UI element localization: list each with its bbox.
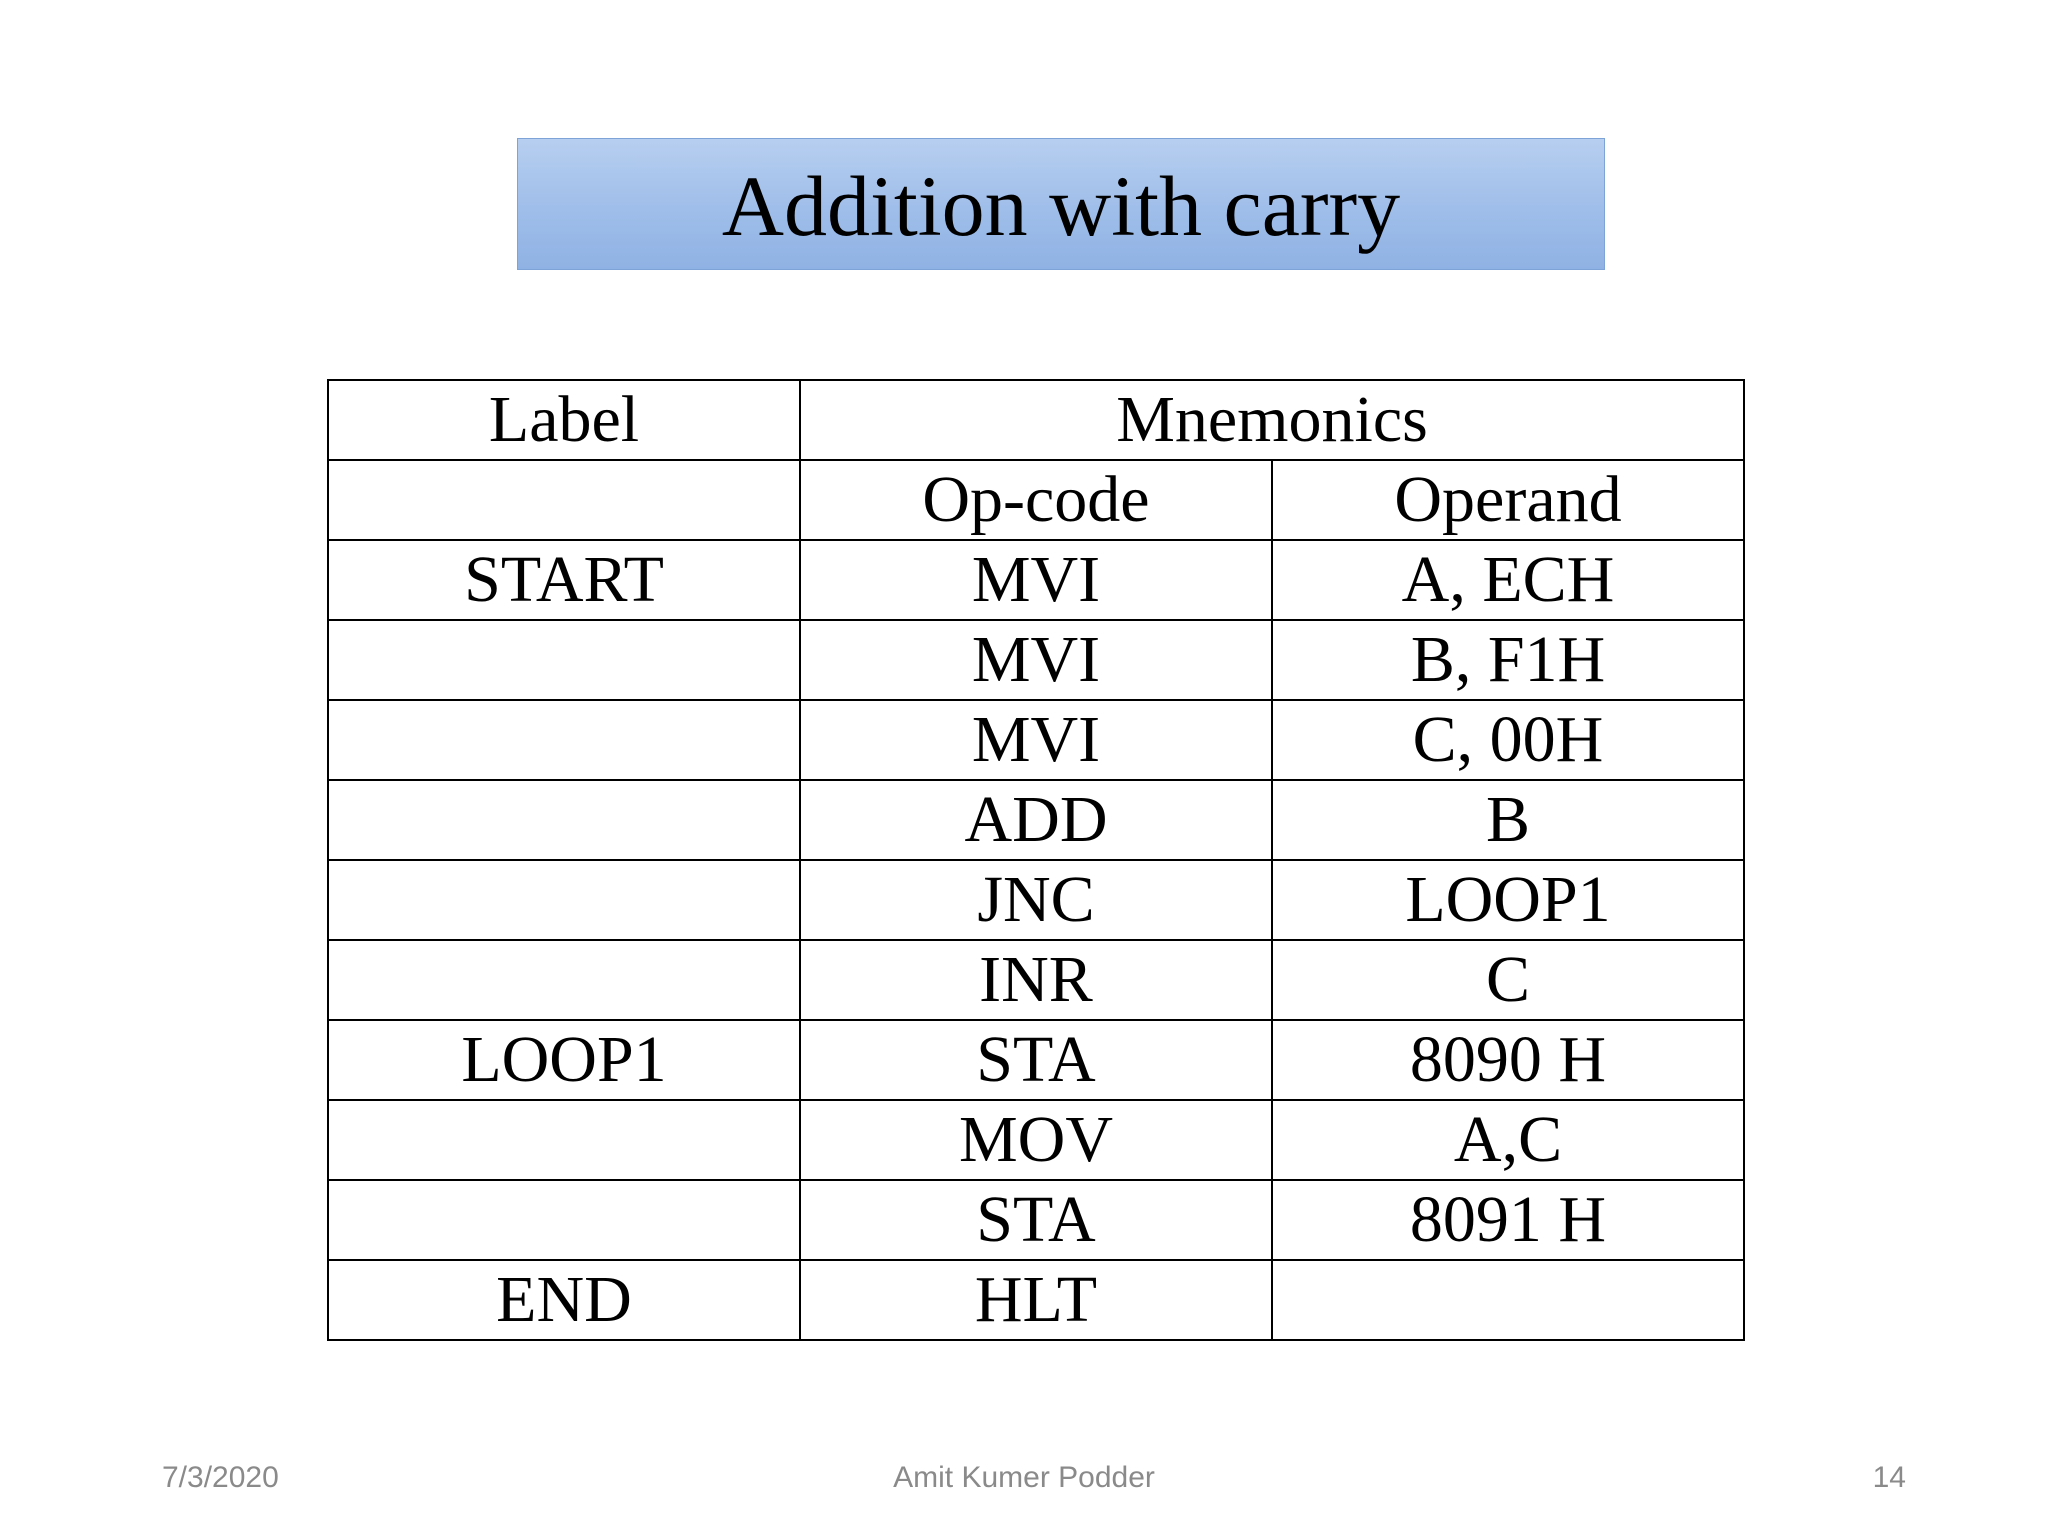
- opcode-cell: HLT: [800, 1260, 1272, 1340]
- label-cell: [328, 940, 800, 1020]
- header-mnemonics-cell: Mnemonics: [800, 380, 1744, 460]
- opcode-cell: MVI: [800, 540, 1272, 620]
- label-cell: START: [328, 540, 800, 620]
- operand-cell: C, 00H: [1272, 700, 1744, 780]
- table-row: [328, 700, 1744, 780]
- label-cell: [328, 780, 800, 860]
- opcode-cell: STA: [800, 1180, 1272, 1260]
- subheader-opcode-cell: Op-code: [800, 460, 1272, 540]
- footer-page-number: 14: [1872, 1461, 1906, 1494]
- table-row: [328, 540, 1744, 620]
- opcode-cell: JNC: [800, 860, 1272, 940]
- opcode-cell: MVI: [800, 620, 1272, 700]
- slide-title-box: [517, 138, 1605, 270]
- table-row: [328, 780, 1744, 860]
- operand-cell: A,C: [1272, 1100, 1744, 1180]
- footer-author: Amit Kumer Podder: [893, 1461, 1155, 1494]
- table-header-row: [328, 380, 1744, 460]
- code-table: [327, 379, 1745, 1341]
- label-cell: [328, 700, 800, 780]
- table-row: [328, 1020, 1744, 1100]
- label-cell: [328, 1100, 800, 1180]
- opcode-cell: ADD: [800, 780, 1272, 860]
- opcode-cell: INR: [800, 940, 1272, 1020]
- opcode-cell: STA: [800, 1020, 1272, 1100]
- code-table-container: [327, 379, 1745, 1341]
- subheader-operand-cell: Operand: [1272, 460, 1744, 540]
- header-label-cell: Label: [328, 380, 800, 460]
- operand-cell: A, ECH: [1272, 540, 1744, 620]
- table-row: [328, 1260, 1744, 1340]
- table-row: [328, 1100, 1744, 1180]
- label-cell: [328, 1180, 800, 1260]
- operand-cell: C: [1272, 940, 1744, 1020]
- subheader-label-cell: [328, 460, 800, 540]
- operand-cell: [1272, 1260, 1744, 1340]
- slide-title: Addition with carry: [721, 158, 1401, 254]
- operand-cell: LOOP1: [1272, 860, 1744, 940]
- opcode-cell: MVI: [800, 700, 1272, 780]
- footer-date: 7/3/2020: [162, 1461, 279, 1494]
- operand-cell: B: [1272, 780, 1744, 860]
- table-row: [328, 620, 1744, 700]
- label-cell: [328, 620, 800, 700]
- table-row: [328, 940, 1744, 1020]
- operand-cell: 8091 H: [1272, 1180, 1744, 1260]
- table-subheader-row: [328, 460, 1744, 540]
- operand-cell: B, F1H: [1272, 620, 1744, 700]
- label-cell: LOOP1: [328, 1020, 800, 1100]
- label-cell: [328, 860, 800, 940]
- operand-cell: 8090 H: [1272, 1020, 1744, 1100]
- opcode-cell: MOV: [800, 1100, 1272, 1180]
- table-row: [328, 1180, 1744, 1260]
- table-row: [328, 860, 1744, 940]
- label-cell: END: [328, 1260, 800, 1340]
